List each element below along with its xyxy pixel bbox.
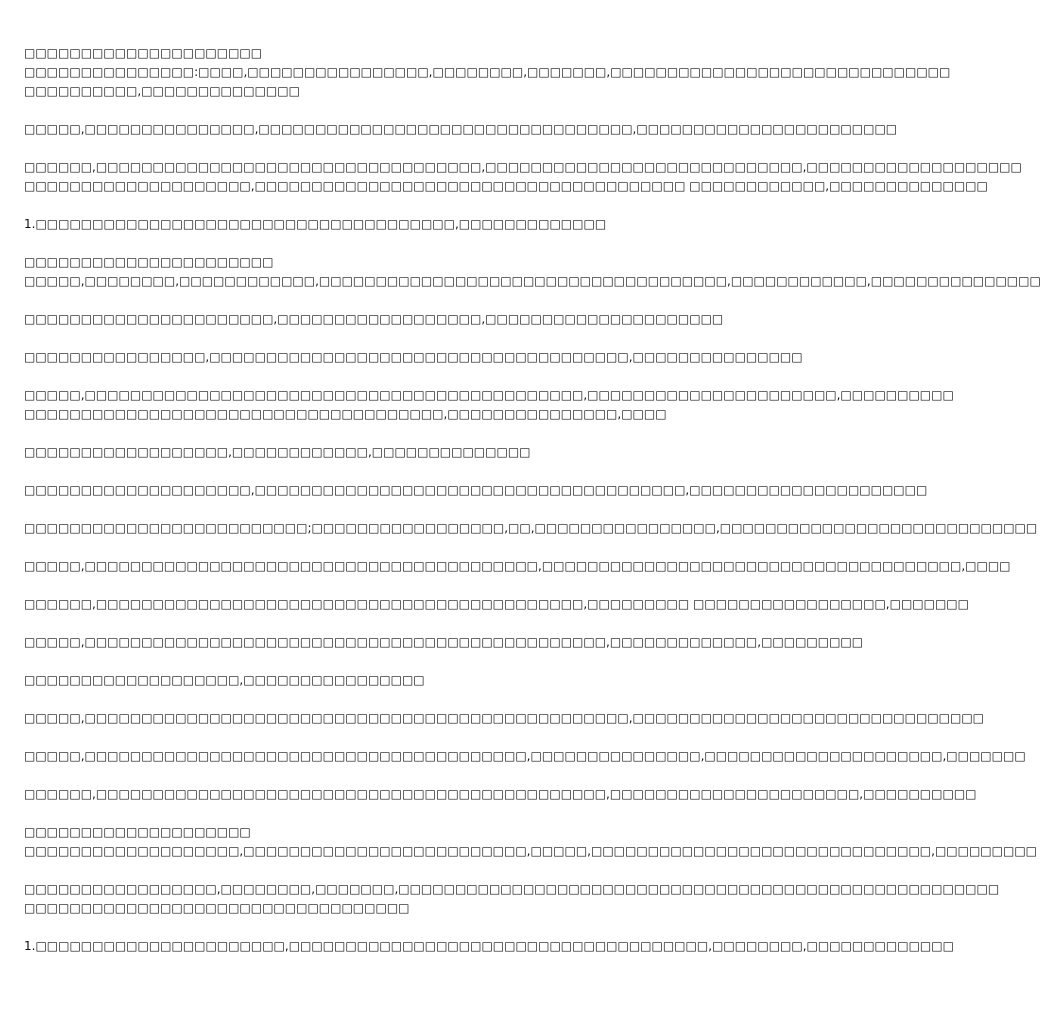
paragraph (24, 310, 724, 329)
paragraph (24, 633, 864, 652)
text-line: □□□□□□□□□□□□□□□□□□□,□□□□□□□□□□□□□□□□ (24, 673, 425, 687)
text-line: □□□□□,□□□□□□□□□□□□□□□□□□□□□□□□□□□□□□□□□□□□□□□□,□□□□□□□□□□□□□□□□□□□□□□□□□□□□□□□□□□□□□,□□□□ (24, 559, 1011, 573)
paragraph (24, 253, 1041, 291)
paragraph (24, 880, 1000, 918)
text-line: □□□□□□□□□□□□□□□□□□□□□□ (24, 255, 274, 269)
text-line: □□□□□□□□□□□□□□□□□□□□,□□□□□□□□□□□□□□□□□□□□□□□□□□□□□□□□□□□□□□ □□□□□□□□□□□□,□□□□□□□□□□□□□□ (24, 179, 988, 193)
paragraph (24, 386, 954, 424)
text-line: □□□□□□,□□□□□□□□□□□□□□□□□□□□□□□□□□□□□□□□□□□□□□□□□□□□□,□□□□□□□□□□□□□□□□□□□□□□,□□□□□□□□□□ (24, 787, 977, 801)
text-line: 1.□□□□□□□□□□□□□□□□□□□□□□,□□□□□□□□□□□□□□□□□□□□□□□□□□□□□□□□□□□□□,□□□□□□□□,□□□□□□□□□□□□□ (24, 939, 954, 953)
text-line: □□□□□□□□□□□□□□□□□□□□ (24, 825, 251, 839)
text-line: □□□□□□,□□□□□□□□□□□□□□□□□□□□□□□□□□□□□□□□□□□□□□□□□□□,□□□□□□□□□ □□□□□□□□□□□□□□□□□,□□□□□□□ (24, 597, 969, 611)
paragraph (24, 348, 803, 367)
document-page (24, 44, 1041, 1004)
paragraph (24, 595, 969, 614)
text-line: □□□□□,□□□□□□□□□□□□□□□□□□□□□□□□□□□□□□□□□□□□□□□□□□□□□□,□□□□□□□□□□□□□,□□□□□□□□□ (24, 635, 864, 649)
text-line: □□□□□□□□□□□□□□□□□□□□□□,□□□□□□□□□□□□□□□□□□,□□□□□□□□□□□□□□□□□□□□□ (24, 312, 724, 326)
text-line: □□□□□□□□□□,□□□□□□□□□□□□□□ (24, 84, 300, 98)
text-line: □□□□□□□□□□□□□□□□□□□□□□□□□;□□□□□□□□□□□□□□□□□,□□,□□□□□□□□□□□□□□□□,□□□□□□□□□□□□□□□□□□□□□□□□□□□□ (24, 521, 1038, 535)
text-line: □□□□□□□□□□□□□□□□,□□□□□□□□□□□□□□□□□□□□□□□□□□□□□□□□□□□□□,□□□□□□□□□□□□□□□ (24, 350, 803, 364)
paragraph (24, 215, 696, 234)
paragraph (24, 519, 1038, 538)
text-line: □□□□□,□□□□□□□□,□□□□□□□□□□□□,□□□□□□□□□□□□□□□□□□□□□□□□□□□□□□□□□□□□,□□□□□□□□□□□□,□□□□□□□□□□□□□□□ (24, 274, 1041, 288)
text-line: □□□□□□□□□□□□□□□□□□□□,□□□□□□□□□□□□□□□□□□□□□□□□□□□□□□□□□□□□□□,□□□□□□□□□□□□□□□□□□□□□ (24, 483, 928, 497)
text-line: □□□□□□□□□□□□□□□□□□□□□□□□□□□□□□□□□□ (24, 901, 410, 915)
paragraph (24, 747, 1026, 766)
text-line: □□□□□□□□□□□□□□□□□□□,□□□□□□□□□□□□□□□□□□□□□□□□□,□□□□□,□□□□□□□□□□□□□□□□□□□□□□□□□□□□□□,□□□□□□□□□ (24, 844, 1037, 858)
paragraph (24, 823, 1037, 861)
text-line: □□□□□□□□□□□□□□□□□□□□□ (24, 46, 263, 60)
paragraph (24, 44, 951, 101)
text-line: 1.□□□□□□□□□□□□□□□□□□□□□□□□□□□□□□□□□□□□□,□□□□□□□□□□□□□ (24, 217, 607, 231)
text-line: □□□□□□□□□□□□□□□:□□□□,□□□□□□□□□□□□□□□□,□□□□□□□□,□□□□□□□,□□□□□□□□□□□□□□□□□□□□□□□□□□□□□□ (24, 65, 951, 79)
paragraph (24, 785, 977, 804)
text-line: □□□□□,□□□□□□□□□□□□□□□□□□□□□□□□□□□□□□□□□□□□□□□□□□□□,□□□□□□□□□□□□□□□□□□□□□□,□□□□□□□□□□ (24, 388, 954, 402)
paragraph (24, 937, 954, 956)
text-line: □□□□□□□□□□□□□□□□□□□□□□□□□□□□□□□□□□□□□,□□□□□□□□□□□□□□□,□□□□ (24, 407, 667, 421)
text-line: □□□□□□,□□□□□□□□□□□□□□□□□□□□□□□□□□□□□□□□□□,□□□□□□□□□□□□□□□□□□□□□□□□□□□□,□□□□□□□□□□□□□□□□□□□ (24, 160, 1022, 174)
text-line: □□□□□,□□□□□□□□□□□□□□□□□□□□□□□□□□□□□□□□□□□□□□□,□□□□□□□□□□□□□□□,□□□□□□□□□□□□□□□□□□□□□,□□□□□□□ (24, 749, 1026, 763)
text-line: □□□□□,□□□□□□□□□□□□□□□□□□□□□□□□□□□□□□□□□□□□□□□□□□□□□□□□,□□□□□□□□□□□□□□□□□□□□□□□□□□□□□□□ (24, 711, 985, 725)
paragraph (24, 158, 1022, 196)
paragraph (24, 671, 696, 690)
text-line: □□□□□□□□□□□□□□□□□□,□□□□□□□□□□□□,□□□□□□□□□□□□□□ (24, 445, 531, 459)
text-line: □□□□□□□□□□□□□□□□□,□□□□□□□□,□□□□□□□,□□□□□□□□□□□□□□□□□□□□□□□□□□□□□□□□□□□□□□□□□□□□□□□□□□□□□ (24, 882, 1000, 896)
paragraph (24, 481, 928, 500)
paragraph (24, 443, 696, 462)
paragraph (24, 709, 985, 728)
text-line: □□□□□,□□□□□□□□□□□□□□□,□□□□□□□□□□□□□□□□□□□□□□□□□□□□□□□□□,□□□□□□□□□□□□□□□□□□□□□□□ (24, 122, 898, 136)
paragraph (24, 557, 1011, 576)
paragraph (24, 120, 898, 139)
